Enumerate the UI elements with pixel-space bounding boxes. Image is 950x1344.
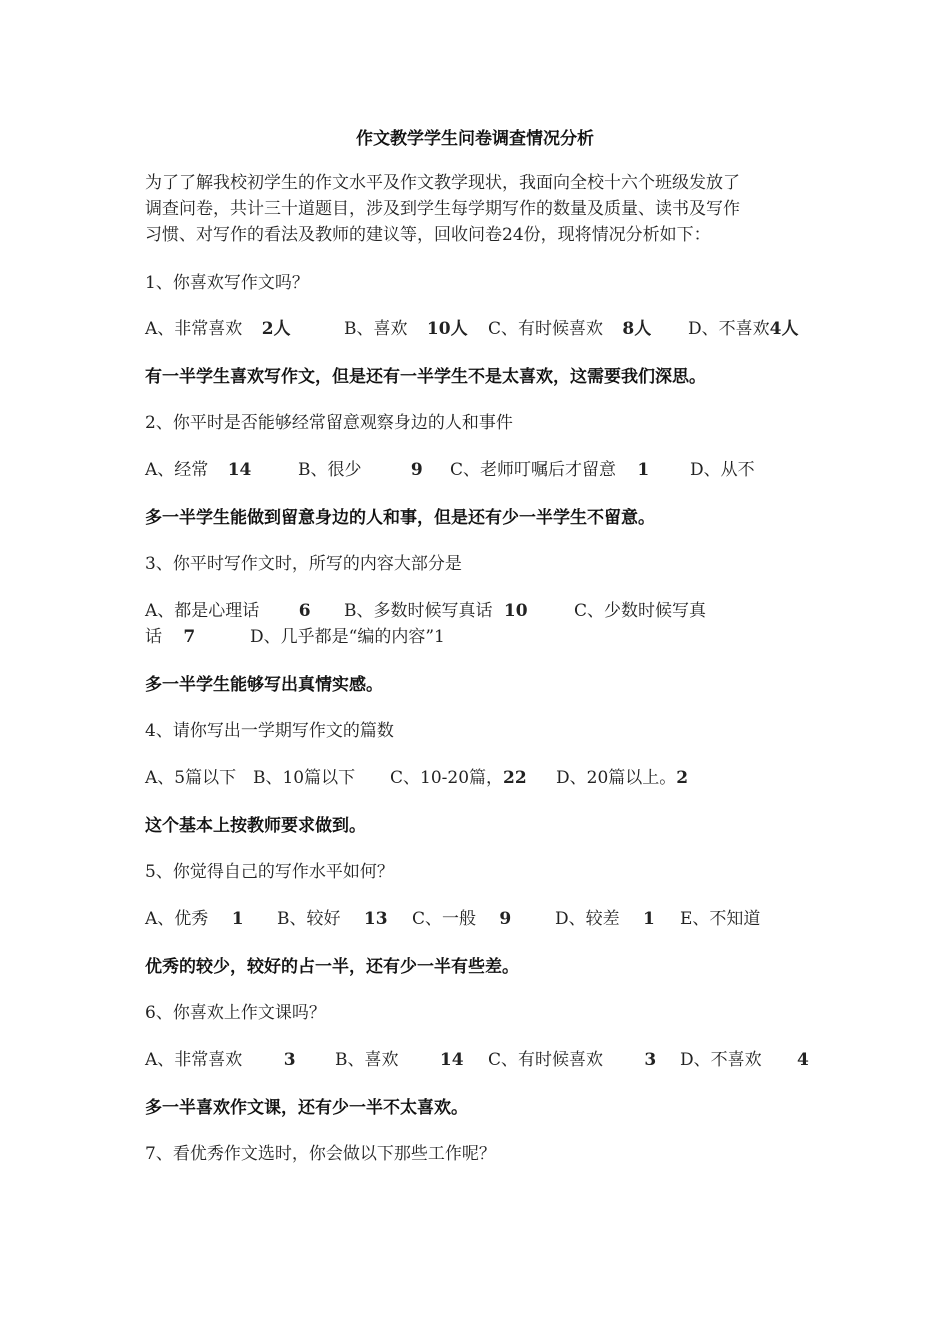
q4-option-b xyxy=(253,765,355,791)
document-title: 作文教学学生问卷调查情况分析 xyxy=(356,129,594,149)
q2-option-a xyxy=(145,457,251,483)
q2-option-c xyxy=(450,457,649,483)
q4-option-a xyxy=(145,765,236,791)
option-label: D、不喜欢 xyxy=(688,319,770,339)
option-count: 4 xyxy=(797,1050,809,1070)
option-label: C、有时候喜欢 xyxy=(488,1050,604,1070)
q3-option-a xyxy=(145,598,311,624)
option-label: A、经常 xyxy=(145,460,209,480)
option-label: A、都是心理话 xyxy=(145,601,260,621)
question-1: 1、你喜欢写作文吗？ xyxy=(145,273,309,293)
option-count: 14 xyxy=(227,460,252,480)
option-label: B、10篇以下 xyxy=(253,768,356,788)
option-count: 1 xyxy=(434,627,445,647)
option-label: 话 xyxy=(145,627,162,647)
option-label: B、较好 xyxy=(277,909,341,929)
option-label: B、很少 xyxy=(298,460,362,480)
option-count: 9 xyxy=(410,460,423,480)
option-count: 10 xyxy=(503,601,528,621)
option-count: 7 xyxy=(183,627,196,647)
option-label: A、非常喜欢 xyxy=(145,1050,243,1070)
option-label: B、喜欢 xyxy=(344,319,408,339)
intro-line-3: 习惯、对写作的看法及教师的建议等，回收问卷24份，现将情况分析如下： xyxy=(145,225,711,245)
q5-option-d xyxy=(555,906,655,932)
option-label: C、一般 xyxy=(412,909,477,929)
q6-option-c xyxy=(488,1047,656,1073)
q1-summary: 有一半学生喜欢写作文，但是还有一半学生不是太喜欢，这需要我们深思。 xyxy=(145,367,706,387)
option-count: 1 xyxy=(231,909,244,929)
q3-option-c-cont xyxy=(145,624,195,650)
option-count: 10人 xyxy=(426,319,468,339)
option-label: B、喜欢 xyxy=(335,1050,399,1070)
q5-option-a xyxy=(145,906,244,932)
option-label: A、非常喜欢 xyxy=(145,319,243,339)
q5-option-e xyxy=(680,906,760,932)
question-7: 7、看优秀作文选时，你会做以下那些工作呢？ xyxy=(145,1144,496,1164)
intro-line-1: 为了了解我校初学生的作文水平及作文教学现状，我面向全校十六个班级发放了 xyxy=(145,173,740,193)
q1-option-b xyxy=(344,316,468,342)
question-6: 6、你喜欢上作文课吗？ xyxy=(145,1003,326,1023)
option-label: D、较差 xyxy=(555,909,620,929)
q5-option-b xyxy=(277,906,388,932)
question-4: 4、请你写出一学期写作文的篇数 xyxy=(145,721,394,741)
option-count: 3 xyxy=(283,1050,296,1070)
q4-summary: 这个基本上按教师要求做到。 xyxy=(145,816,366,836)
option-count: 4人 xyxy=(769,319,799,339)
option-label: D、几乎都是“编的内容” xyxy=(250,627,435,647)
option-label: A、5篇以下 xyxy=(145,768,237,788)
option-count: 22 xyxy=(503,768,527,788)
option-label: C、10-20篇， xyxy=(390,768,504,788)
option-count: 2人 xyxy=(261,319,291,339)
option-label: D、20篇以上。 xyxy=(556,768,677,788)
q2-option-d xyxy=(690,457,755,483)
option-label: E、不知道 xyxy=(680,909,761,929)
q4-option-c xyxy=(390,765,527,791)
option-count: 3 xyxy=(644,1050,657,1070)
option-count: 6 xyxy=(298,601,311,621)
q3-option-d xyxy=(250,624,445,650)
option-label: A、优秀 xyxy=(145,909,209,929)
q1-option-d xyxy=(688,316,798,342)
option-count: 2 xyxy=(676,768,689,788)
q6-option-d xyxy=(680,1047,809,1073)
option-count: 1 xyxy=(643,909,655,929)
q2-summary: 多一半学生能做到留意身边的人和事，但是还有少一半学生不留意。 xyxy=(145,508,655,528)
option-count: 9 xyxy=(499,909,512,929)
option-count: 13 xyxy=(363,909,388,929)
q6-option-a xyxy=(145,1047,296,1073)
q3-option-b xyxy=(344,598,528,624)
option-label: C、少数时候写真 xyxy=(574,601,707,621)
q2-option-b xyxy=(298,457,423,483)
question-3: 3、你平时写作文时，所写的内容大部分是 xyxy=(145,554,462,574)
option-count: 8人 xyxy=(622,319,652,339)
q1-option-a xyxy=(145,316,291,342)
option-count: 1 xyxy=(637,460,650,480)
q6-option-b xyxy=(335,1047,464,1073)
option-label: C、老师叮嘱后才留意 xyxy=(450,460,617,480)
option-label: D、从不 xyxy=(690,460,755,480)
question-5: 5、你觉得自己的写作水平如何？ xyxy=(145,862,394,882)
q3-summary: 多一半学生能够写出真情实感。 xyxy=(145,675,383,695)
q5-option-c xyxy=(412,906,511,932)
option-label: B、多数时候写真话 xyxy=(344,601,493,621)
q3-option-c xyxy=(574,598,706,624)
question-2: 2、你平时是否能够经常留意观察身边的人和事件 xyxy=(145,413,513,433)
option-label: D、不喜欢 xyxy=(680,1050,762,1070)
option-count: 14 xyxy=(439,1050,464,1070)
q4-option-d xyxy=(556,765,688,791)
q5-summary: 优秀的较少，较好的占一半，还有少一半有些差。 xyxy=(145,957,519,977)
option-label: C、有时候喜欢 xyxy=(488,319,604,339)
q1-option-c xyxy=(488,316,651,342)
intro-line-2: 调查问卷，共计三十道题目，涉及到学生每学期写作的数量及质量、读书及写作 xyxy=(145,199,740,219)
q6-summary: 多一半喜欢作文课，还有少一半不太喜欢。 xyxy=(145,1098,468,1118)
